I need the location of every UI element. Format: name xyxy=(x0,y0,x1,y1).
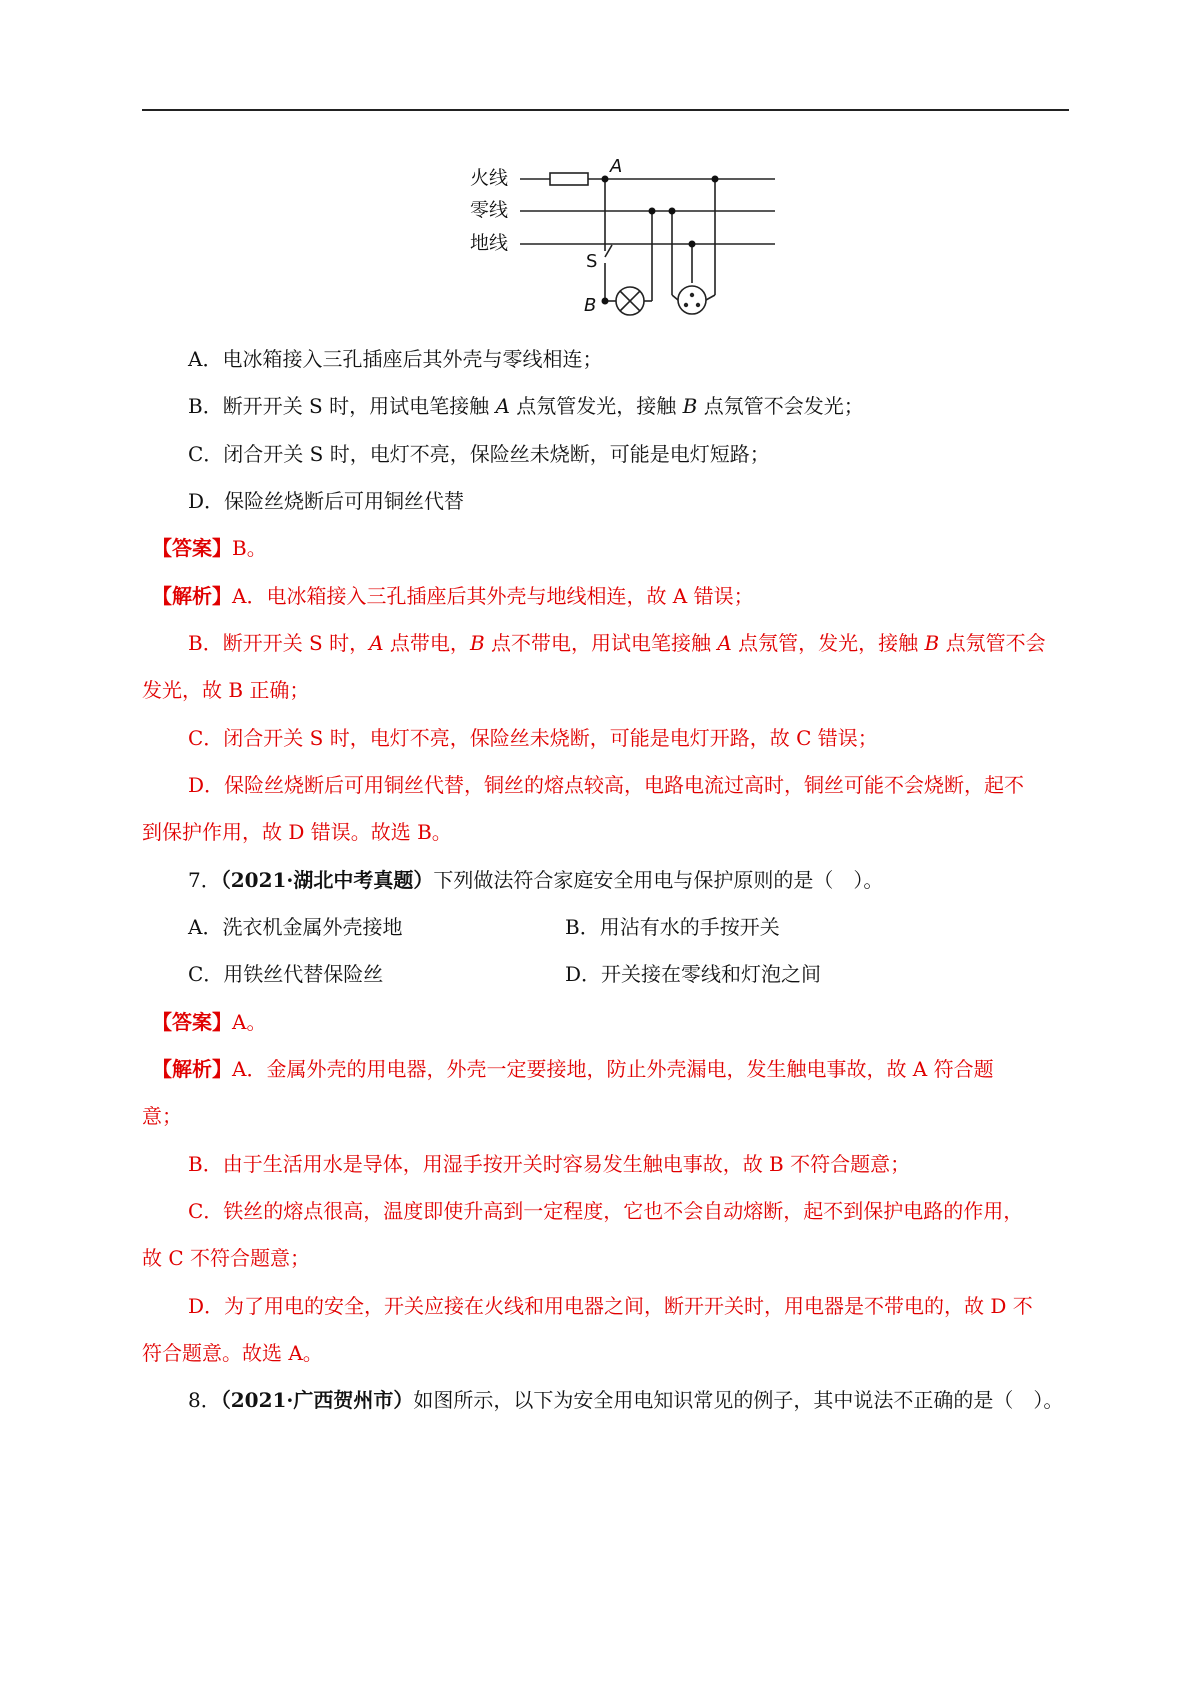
label-neutral-wire: 零线 xyxy=(470,199,509,221)
q7-stem: 7．（2021·湖北中考真题）下列做法符合家庭安全用电与保护原则的是（ ）。 xyxy=(188,868,884,892)
junction-a xyxy=(602,176,609,183)
q6-option-b: B．断开开关 S 时，用试电笔接触 A 点氖管发光，接触 B 点氖管不会发光； xyxy=(188,394,864,418)
q6-analysis-b-cont: 发光，故 B 正确； xyxy=(142,678,310,702)
q6-analysis-a: 【解析】A．电冰箱接入三孔插座后其外壳与地线相连，故 A 错误； xyxy=(152,584,754,608)
label-switch-s: S xyxy=(586,251,598,272)
q6-option-a: A．电冰箱接入三孔插座后其外壳与零线相连； xyxy=(188,347,603,371)
switch-icon xyxy=(605,245,612,257)
q7-option-a: A．洗衣机金属外壳接地 xyxy=(188,915,403,939)
q7-analysis-c: C．铁丝的熔点很高，温度即使升高到一定程度，它也不会自动熔断，起不到保护电路的作用， xyxy=(188,1199,1024,1223)
q7-option-d: D．开关接在零线和灯泡之间 xyxy=(565,962,822,986)
q8-stem: 8．（2021·广西贺州市）如图所示，以下为安全用电知识常见的例子，其中说法不正确的是（ ）。 xyxy=(188,1388,1064,1412)
label-point-b: B xyxy=(584,295,597,316)
q6-analysis-d-cont: 到保护作用，故 D 错误。故选 B。 xyxy=(142,820,452,844)
socket-icon xyxy=(678,286,706,314)
label-live-wire: 火线 xyxy=(470,167,509,189)
q7-option-c: C．用铁丝代替保险丝 xyxy=(188,962,384,986)
q7-analysis-d-cont: 符合题意。故选 A。 xyxy=(142,1341,323,1365)
q6-analysis-d: D．保险丝烧断后可用铜丝代替，铜丝的熔点较高，电路电流过高时，铜丝可能不会烧断，起不 xyxy=(188,773,1025,797)
header-rule xyxy=(142,109,1069,111)
q7-option-b: B．用沾有水的手按开关 xyxy=(565,915,780,939)
circuit-diagram xyxy=(470,155,790,325)
q7-analysis-a-cont: 意； xyxy=(142,1104,182,1128)
q7-analysis-b: B．由于生活用水是导体，用湿手按开关时容易发生触电事故，故 B 不符合题意； xyxy=(188,1152,911,1176)
q6-option-d: D．保险丝烧断后可用铜丝代替 xyxy=(188,489,465,513)
label-point-a: A xyxy=(610,156,623,177)
q6-option-c: C．闭合开关 S 时，电灯不亮，保险丝未烧断，可能是电灯短路； xyxy=(188,442,770,466)
q6-analysis-b: B．断开开关 S 时，A 点带电，B 点不带电，用试电笔接触 A 点氖管，发光，接触 B 点氖管不会 xyxy=(188,631,1046,655)
junction-b xyxy=(602,298,609,305)
q6-analysis-c: C．闭合开关 S 时，电灯不亮，保险丝未烧断，可能是电灯开路，故 C 错误； xyxy=(188,726,878,750)
q7-analysis-a: 【解析】A．金属外壳的用电器，外壳一定要接地，防止外壳漏电，发生触电事故，故 A 符合题 xyxy=(152,1057,994,1081)
q7-analysis-c-cont: 故 C 不符合题意； xyxy=(142,1246,311,1270)
label-ground-wire: 地线 xyxy=(470,232,509,254)
q7-analysis-d: D．为了用电的安全，开关应接在火线和用电器之间，断开开关时，用电器是不带电的，故 D 不 xyxy=(188,1294,1033,1318)
q6-answer: 【答案】B。 xyxy=(152,536,267,560)
q7-answer: 【答案】A。 xyxy=(152,1010,267,1034)
fuse-icon xyxy=(550,173,588,185)
